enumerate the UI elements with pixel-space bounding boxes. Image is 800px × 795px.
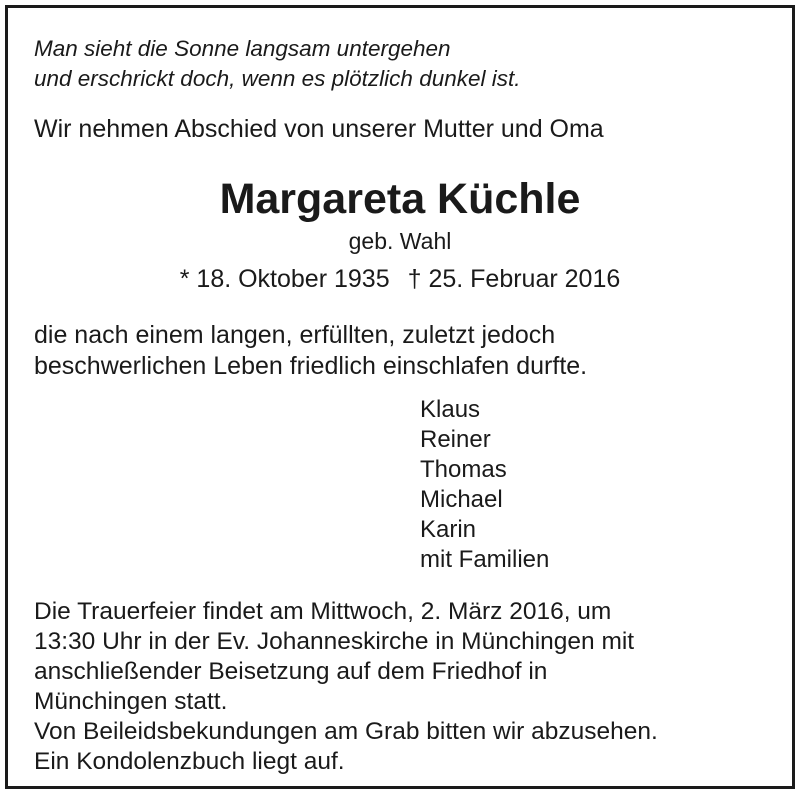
birth-date: * 18. Oktober 1935 (179, 265, 390, 293)
quote (34, 34, 521, 94)
quote-line: und erschrickt doch, wenn es plötzlich dunkel ist. (34, 66, 521, 91)
mourner: Reiner (420, 426, 491, 453)
funeral-info (34, 597, 658, 777)
funeral-line: Ein Kondolenzbuch liegt auf. (34, 748, 345, 775)
funeral-line: 13:30 Uhr in der Ev. Johanneskirche in Münchingen mit (34, 628, 635, 655)
mourner: mit Familien (420, 546, 550, 573)
obituary-notice (5, 5, 795, 789)
mourner: Karin (420, 516, 477, 543)
life-text-line: die nach einem langen, erfüllten, zuletzt jedoch (34, 321, 556, 349)
death-date: † 25. Februar 2016 (407, 265, 621, 293)
life-text (34, 320, 587, 382)
mourner: Klaus (420, 396, 481, 423)
funeral-line: anschließender Beisetzung auf dem Friedhof in (34, 658, 548, 685)
quote-line: Man sieht die Sonne langsam untergehen (34, 36, 451, 61)
life-text-line: beschwerlichen Leben friedlich einschlafen durfte. (34, 352, 588, 380)
mourner: Michael (420, 486, 503, 513)
mourner: Thomas (420, 456, 507, 483)
deceased-name: Margareta Küchle (219, 175, 581, 223)
funeral-line: Münchingen statt. (34, 688, 228, 715)
funeral-line: Die Trauerfeier findet am Mittwoch, 2. März 2016, um (34, 598, 612, 625)
life-dates (8, 262, 792, 296)
mourners-list (420, 395, 549, 575)
maiden-name: geb. Wahl (348, 228, 452, 254)
funeral-line: Von Beileidsbekundungen am Grab bitten wir abzusehen. (34, 718, 658, 745)
intro-text: Wir nehmen Abschied von unserer Mutter und Oma (34, 115, 604, 143)
